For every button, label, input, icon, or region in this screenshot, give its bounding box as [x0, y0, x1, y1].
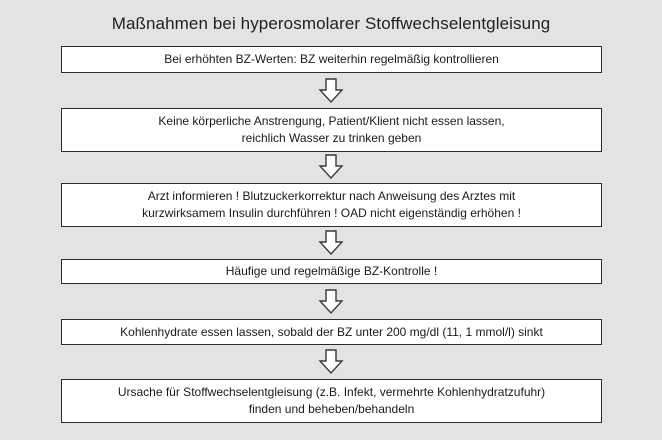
down-arrow-icon [318, 289, 344, 315]
step-5-line-1: Kohlenhydrate essen lassen, sobald der BZ unter 200 mg/dl (11, 1 mmol/l) sinkt [120, 324, 543, 339]
down-arrow-icon [318, 78, 344, 104]
step-2-line-2: reichlich Wasser zu trinken geben [241, 131, 422, 145]
step-box-4 [61, 259, 602, 284]
down-arrow-icon [318, 230, 344, 256]
step-box-3 [61, 183, 602, 227]
step-2-line-1: Keine körperliche Anstrengung, Patient/Klient nicht essen lassen, [158, 114, 505, 128]
step-1-line-1: Bei erhöhten BZ-Werten: BZ weiterhin regelmäßig kontrollieren [164, 52, 499, 66]
step-6-line-2: finden und beheben/behandeln [248, 402, 415, 416]
step-6-line-1: Ursache für Stoffwechselentgleisung (z.B. Infekt, vermehrte Kohlenhydratzufuhr) [117, 385, 546, 399]
step-3-line-2: kurzwirksamem Insulin durchführen ! OAD nicht eigenständig erhöhen ! [142, 206, 521, 220]
step-3-line-1: Arzt informieren ! Blutzuckerkorrektur nach Anweisung des Arztes mit [147, 189, 516, 203]
down-arrow-icon [318, 154, 344, 180]
step-box-1 [61, 46, 602, 73]
step-box-2 [61, 108, 602, 152]
step-box-5 [61, 319, 602, 345]
step-box-6 [61, 379, 602, 423]
step-4-line-1: Häufige und regelmäßige BZ-Kontrolle ! [225, 264, 438, 278]
down-arrow-icon [318, 349, 344, 375]
diagram-title: Maßnahmen bei hyperosmolarer Stoffwechselentgleisung [111, 14, 551, 33]
